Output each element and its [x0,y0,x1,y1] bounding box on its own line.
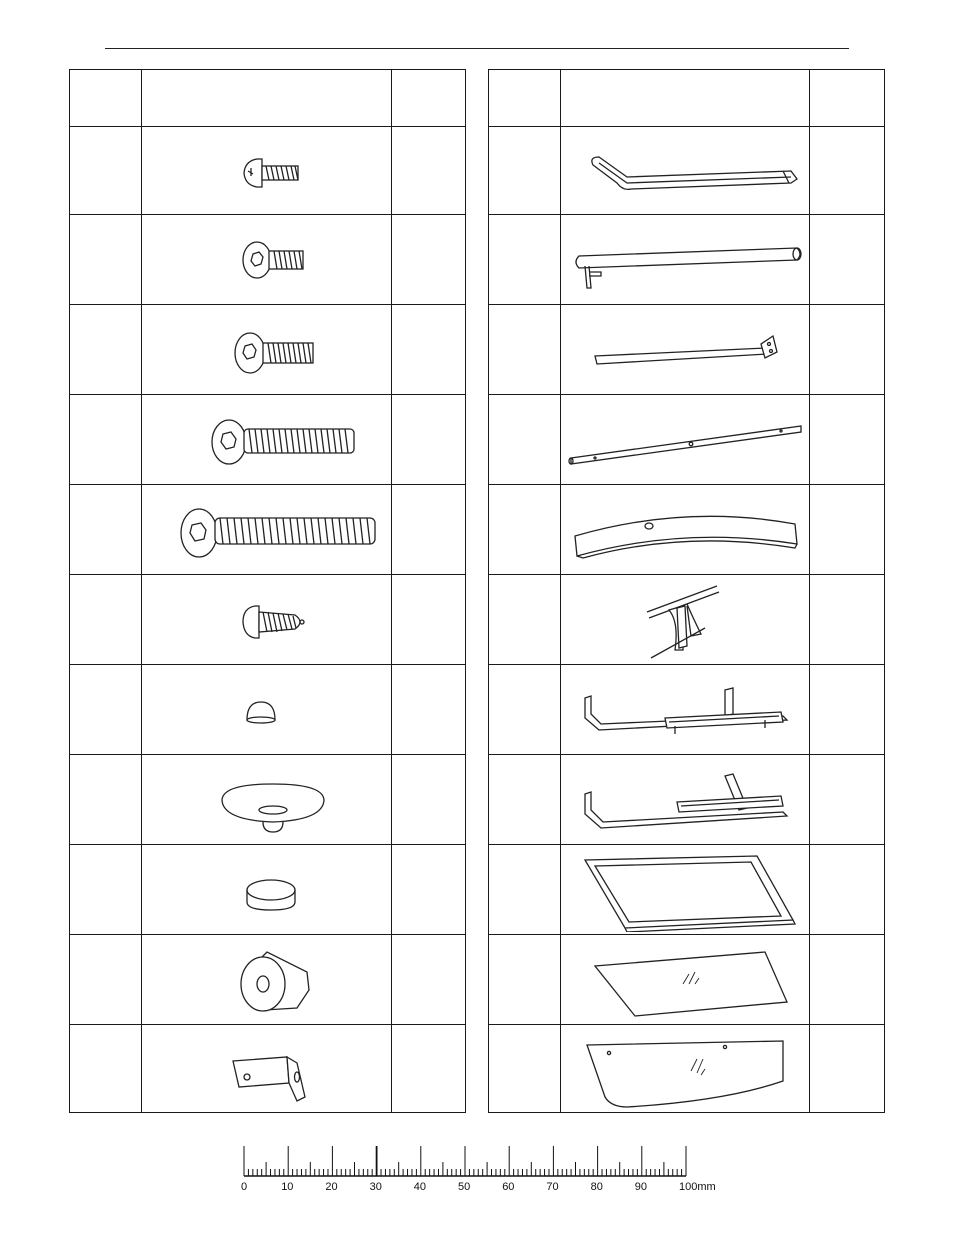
spacer-block-icon [147,938,387,1022]
key-cell [489,395,561,485]
header-cell-key [489,70,561,127]
ruler-label: 40 [413,1181,427,1193]
key-cell [489,127,561,215]
long-rod-icon [565,398,805,482]
part-cell [142,755,392,845]
header-cell-key [70,70,142,127]
table-row [70,1025,466,1113]
part-cell [561,395,810,485]
part-cell [561,665,810,755]
part-cell [142,1025,392,1113]
ruler-label: 100mm [679,1181,716,1193]
qty-cell [810,215,885,305]
key-cell [70,1025,142,1113]
key-cell [70,845,142,935]
key-cell [489,845,561,935]
table-row [489,305,885,395]
table-row [70,935,466,1025]
qty-cell [810,755,885,845]
table-row [489,215,885,305]
qty-cell [810,575,885,665]
frame-assembly-a-icon [565,668,805,752]
qty-cell [392,755,466,845]
qty-cell [392,485,466,575]
key-cell [489,305,561,395]
table-row [70,665,466,755]
key-cell [489,215,561,305]
part-cell [561,127,810,215]
table-row [70,215,466,305]
key-cell [70,935,142,1025]
ruler-label: 80 [590,1181,603,1193]
rectangular-frame-icon [565,848,805,932]
part-cell [142,127,392,215]
right-parts-table [488,69,885,1113]
ruler-label: 10 [281,1181,294,1193]
table-row [70,755,466,845]
qty-cell [392,665,466,755]
ruler-label: 50 [458,1181,471,1193]
part-cell [561,485,810,575]
key-cell [489,1025,561,1113]
key-cell [70,127,142,215]
key-cell [489,575,561,665]
part-cell [142,395,392,485]
part-cell [561,1025,810,1113]
qty-cell [810,485,885,575]
qty-cell [392,215,466,305]
table-row [489,1025,885,1113]
hex-socket-button-bolt-long-icon [147,398,387,482]
qty-cell [392,575,466,665]
key-cell [489,485,561,575]
table-row [489,935,885,1025]
center-bracket-icon [565,578,805,662]
round-pad-icon [147,848,387,932]
qty-cell [810,665,885,755]
qty-cell [810,127,885,215]
key-cell [489,665,561,755]
glass-shelf-icon [565,938,805,1022]
hex-socket-button-bolt-short-icon [147,218,387,302]
table-row [70,485,466,575]
key-cell [70,755,142,845]
part-cell [142,845,392,935]
table-row [489,665,885,755]
support-rod-with-bracket-icon [565,218,805,302]
header-cell-qty [392,70,466,127]
table-row [70,395,466,485]
frame-assembly-b-icon [565,758,805,842]
wood-screw-icon [147,578,387,662]
table-row [489,127,885,215]
part-cell [561,305,810,395]
qty-cell [392,305,466,395]
hex-socket-button-bolt-extra-long-icon [147,488,387,572]
table-row [70,305,466,395]
part-cell [142,575,392,665]
qty-cell [810,305,885,395]
dome-cap-icon [147,668,387,752]
qty-cell [392,127,466,215]
part-cell [561,845,810,935]
ruler-label: 60 [502,1181,515,1193]
table-row [489,395,885,485]
part-cell [561,575,810,665]
allen-key-icon [565,131,805,211]
phillips-truss-head-screw-icon [147,131,387,211]
qty-cell [392,1025,466,1113]
curved-glass-shelf-icon [565,1027,805,1111]
ruler-label: 70 [546,1181,559,1193]
hex-socket-button-bolt-medium-icon [147,308,387,392]
header-cell-part [142,70,392,127]
key-cell [70,485,142,575]
qty-cell [392,845,466,935]
left-parts-table [69,69,466,1113]
key-cell [489,755,561,845]
part-cell [561,755,810,845]
part-cell [142,305,392,395]
table-row [489,575,885,665]
table-row [489,845,885,935]
key-cell [70,575,142,665]
part-cell [142,665,392,755]
table-header-row [70,70,466,127]
table-row [489,755,885,845]
qty-cell [810,935,885,1025]
qty-cell [392,935,466,1025]
qty-cell [810,395,885,485]
ruler-label: 90 [634,1181,648,1193]
flat-bar-with-plate-icon [565,308,805,392]
key-cell [70,305,142,395]
table-header-row [489,70,885,127]
header-cell-part [561,70,810,127]
key-cell [70,395,142,485]
ruler-label: 30 [369,1181,382,1193]
part-cell [142,485,392,575]
ruler-label: 0 [241,1181,248,1193]
top-rule [105,48,849,49]
suction-cup-icon [147,758,387,842]
key-cell [489,935,561,1025]
qty-cell [392,395,466,485]
header-cell-qty [810,70,885,127]
part-cell [561,935,810,1025]
key-cell [70,215,142,305]
millimeter-ruler [236,1138,726,1200]
ruler-label: 20 [325,1181,338,1193]
qty-cell [810,1025,885,1113]
table-row [489,485,885,575]
table-row [70,575,466,665]
key-cell [70,665,142,755]
qty-cell [810,845,885,935]
part-cell [142,935,392,1025]
table-row [70,845,466,935]
curved-panel-icon [565,488,805,572]
part-cell [142,215,392,305]
l-bracket-icon [147,1027,387,1111]
table-row [70,127,466,215]
part-cell [561,215,810,305]
